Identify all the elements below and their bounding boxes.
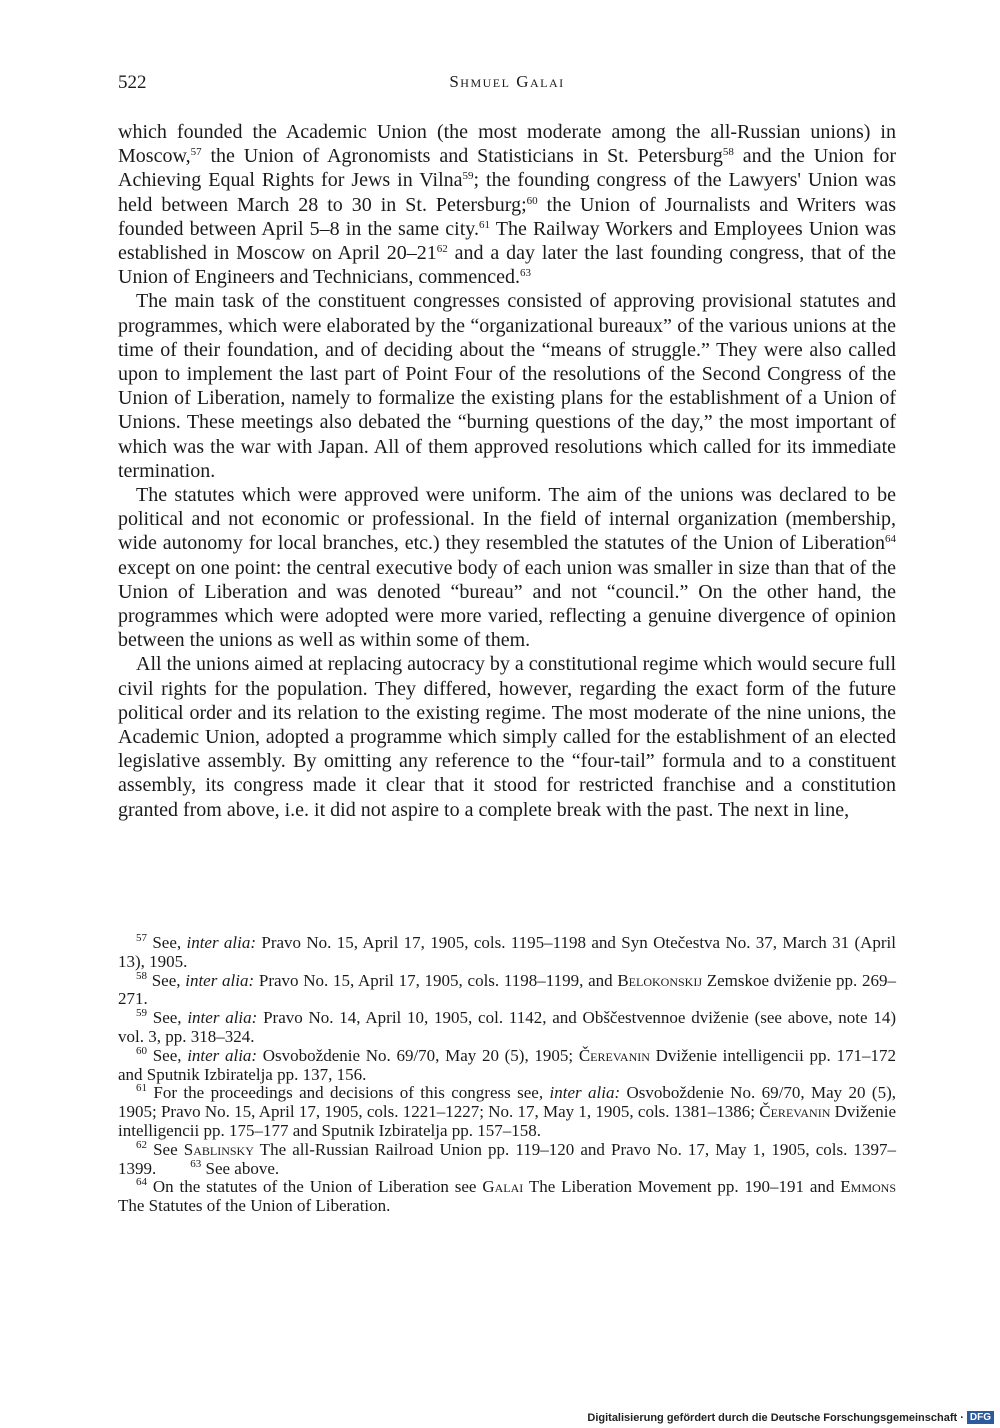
footnotes <box>118 934 896 1216</box>
author-name: Čerevanin <box>578 1045 650 1065</box>
author-name: Čerevanin <box>759 1102 831 1122</box>
author-name: Sablinsky <box>183 1139 254 1159</box>
note-ref: 60 <box>136 1044 147 1057</box>
funding-note: Digitalisierung gefördert durch die Deutsche Forschungsgemeinschaft · <box>587 1411 964 1424</box>
italic-phrase: inter alia: <box>185 970 255 990</box>
dfg-logo: DFG <box>967 1411 994 1424</box>
author-name: Belokonskij <box>617 970 702 990</box>
author-name: Emmons <box>840 1177 897 1197</box>
body-text <box>118 120 896 822</box>
note-ref: 57 <box>190 146 202 159</box>
author-name: Galai <box>482 1177 524 1197</box>
note-ref: 58 <box>136 969 147 982</box>
body-paragraph: The main task of the constituent congresses consisted of approving provisional statutes and programmes, which were elaborated by the “organizational bureaux” of the various unions at the time of their foundation, and of deciding about the “means of struggle.” They were also called upon to implement the last part of Point Four of the resolutions of the Second Congress of the Union of Liberation, namely to formalize the existing plans for the establishment of a Union of Unions. These meetings also debated the “burning questions of the day,” the most important of which was the war with Japan. All of them approved resolutions which called for its immediate termination. <box>118 290 896 482</box>
footnote: $^{57}$ See, inter alia: Pravo No. 15, April 17, 1905, cols. 1195–1198 and Syn Otečestva No. 37, March 31 (April 13), 1905. <box>118 932 897 971</box>
footnote: $^{58}$ See, inter alia: Pravo No. 15, April 17, 1905, cols. 1198–1199, and Belokonskij Zemskoe dviženie pp. 269–271. <box>118 969 896 1009</box>
page-number: 522 <box>118 72 147 93</box>
italic-phrase: inter alia: <box>549 1083 621 1103</box>
body-paragraph: All the unions aimed at replacing autocracy by a constitutional regime which would secure full civil rights for the population. They differed, however, regarding the exact form of the future political order and its relation to the existing regime. The most moderate of the nine unions, the Academic Union, adopted a programme which simply called for the establishment of an elected legislative assembly. By omitting any reference to the “four-tail” formula and to a constituent assembly, its congress made it clear that it stood for restricted franchise and a constitution granted from above, i.e. it did not aspire to a complete break with the past. The next in line, <box>118 653 896 821</box>
page-header <box>118 72 896 100</box>
note-ref: 63 <box>190 1157 202 1170</box>
body-paragraph: which founded the Academic Union (the most moderate among the all-Russian unions) in Moscow,$^{57}$ the Union of Agronomists and Statisticians in St. Petersburg$^{58}$ and the Union for Achieving Equal Rights for Jews in Vilna$^{59}$; the founding congress of the Lawyers' Union was held between March 28 to 30 in St. Petersburg;$^{60}$ the Union of Journalists and Writers was founded between April 5–8 in the same city.$^{61}$ The Railway Workers and Employees Union was established in Moscow on April $20-21^{62}$ and a day later the last founding congress, that of the Union of Engineers and Technicians, commenced.$^{63}$ <box>118 121 897 289</box>
body-paragraph: The statutes which were approved were uniform. The aim of the unions was declared to be political and not economic or professional. In the field of internal organization (membership, wide autonomy for local branches, etc.) they resembled the statutes of the Union of Liberation$^{64}$ except on one point: the central executive body of each union was smaller in size than that of the Union of Liberation and was denoted “bureau” and not “council.” On the other hand, the programmes which were adopted were more varied, reflecting a genuine divergence of opinion between the unions as well as within some of them. <box>118 484 896 652</box>
footnote: $^{60}$ See, inter alia: Osvoboždenie No. 69/70, May 20 (5), 1905; Čerevanin Dviženie intelligencii pp. 171–172 and Sputnik Izbiratelja pp. 137, 156. <box>118 1044 896 1084</box>
italic-phrase: inter alia: <box>187 1045 258 1065</box>
note-ref: 64 <box>885 533 896 546</box>
note-ref: 62 <box>436 243 448 256</box>
note-ref: 61 <box>136 1082 147 1095</box>
footnote: $^{62}$ See Sablinsky The all-Russian Railroad Union pp. 119–120 and Pravo No. 17, May 1, 1905, cols. 1397–1399. $^{63}$ See above. <box>118 1138 896 1178</box>
note-ref: 60 <box>526 194 538 207</box>
note-ref: 62 <box>136 1138 147 1151</box>
note-ref: 57 <box>136 932 147 944</box>
note-ref: 59 <box>462 170 474 183</box>
running-title: Shmuel Galai <box>449 72 565 91</box>
footnote: $^{64}$ On the statutes of the Union of Liberation see Galai The Liberation Movement pp. 190–191 and Emmons The Statutes of the Union of Liberation. <box>118 1176 897 1216</box>
note-ref: 58 <box>722 146 734 159</box>
digitization-footer <box>587 1411 994 1424</box>
note-ref: 61 <box>478 218 490 231</box>
note-ref: 64 <box>136 1176 147 1189</box>
footnote: $^{59}$ See, inter alia: Pravo No. 14, April 10, 1905, col. 1142, and Obščestvennoe dviženie (see above, note 14) vol. 3, pp. 318–324. <box>118 1007 896 1046</box>
footnote: $^{61}$ For the proceedings and decisions of this congress see, inter alia: Osvoboždenie No. 69/70, May 20 (5), 1905; Pravo No. 15, April 17, 1905, cols. 1221–1227; No. 17, May 1, 1905, cols. 1381–1386; Čerevanin Dviženie intelligencii pp. 175–177 and Sputnik Izbiratelja pp. 157–158. <box>118 1082 897 1140</box>
italic-phrase: inter alia: <box>186 933 257 952</box>
note-ref: 63 <box>520 267 531 280</box>
note-ref: 59 <box>136 1007 147 1020</box>
italic-phrase: inter alia: <box>187 1008 258 1028</box>
